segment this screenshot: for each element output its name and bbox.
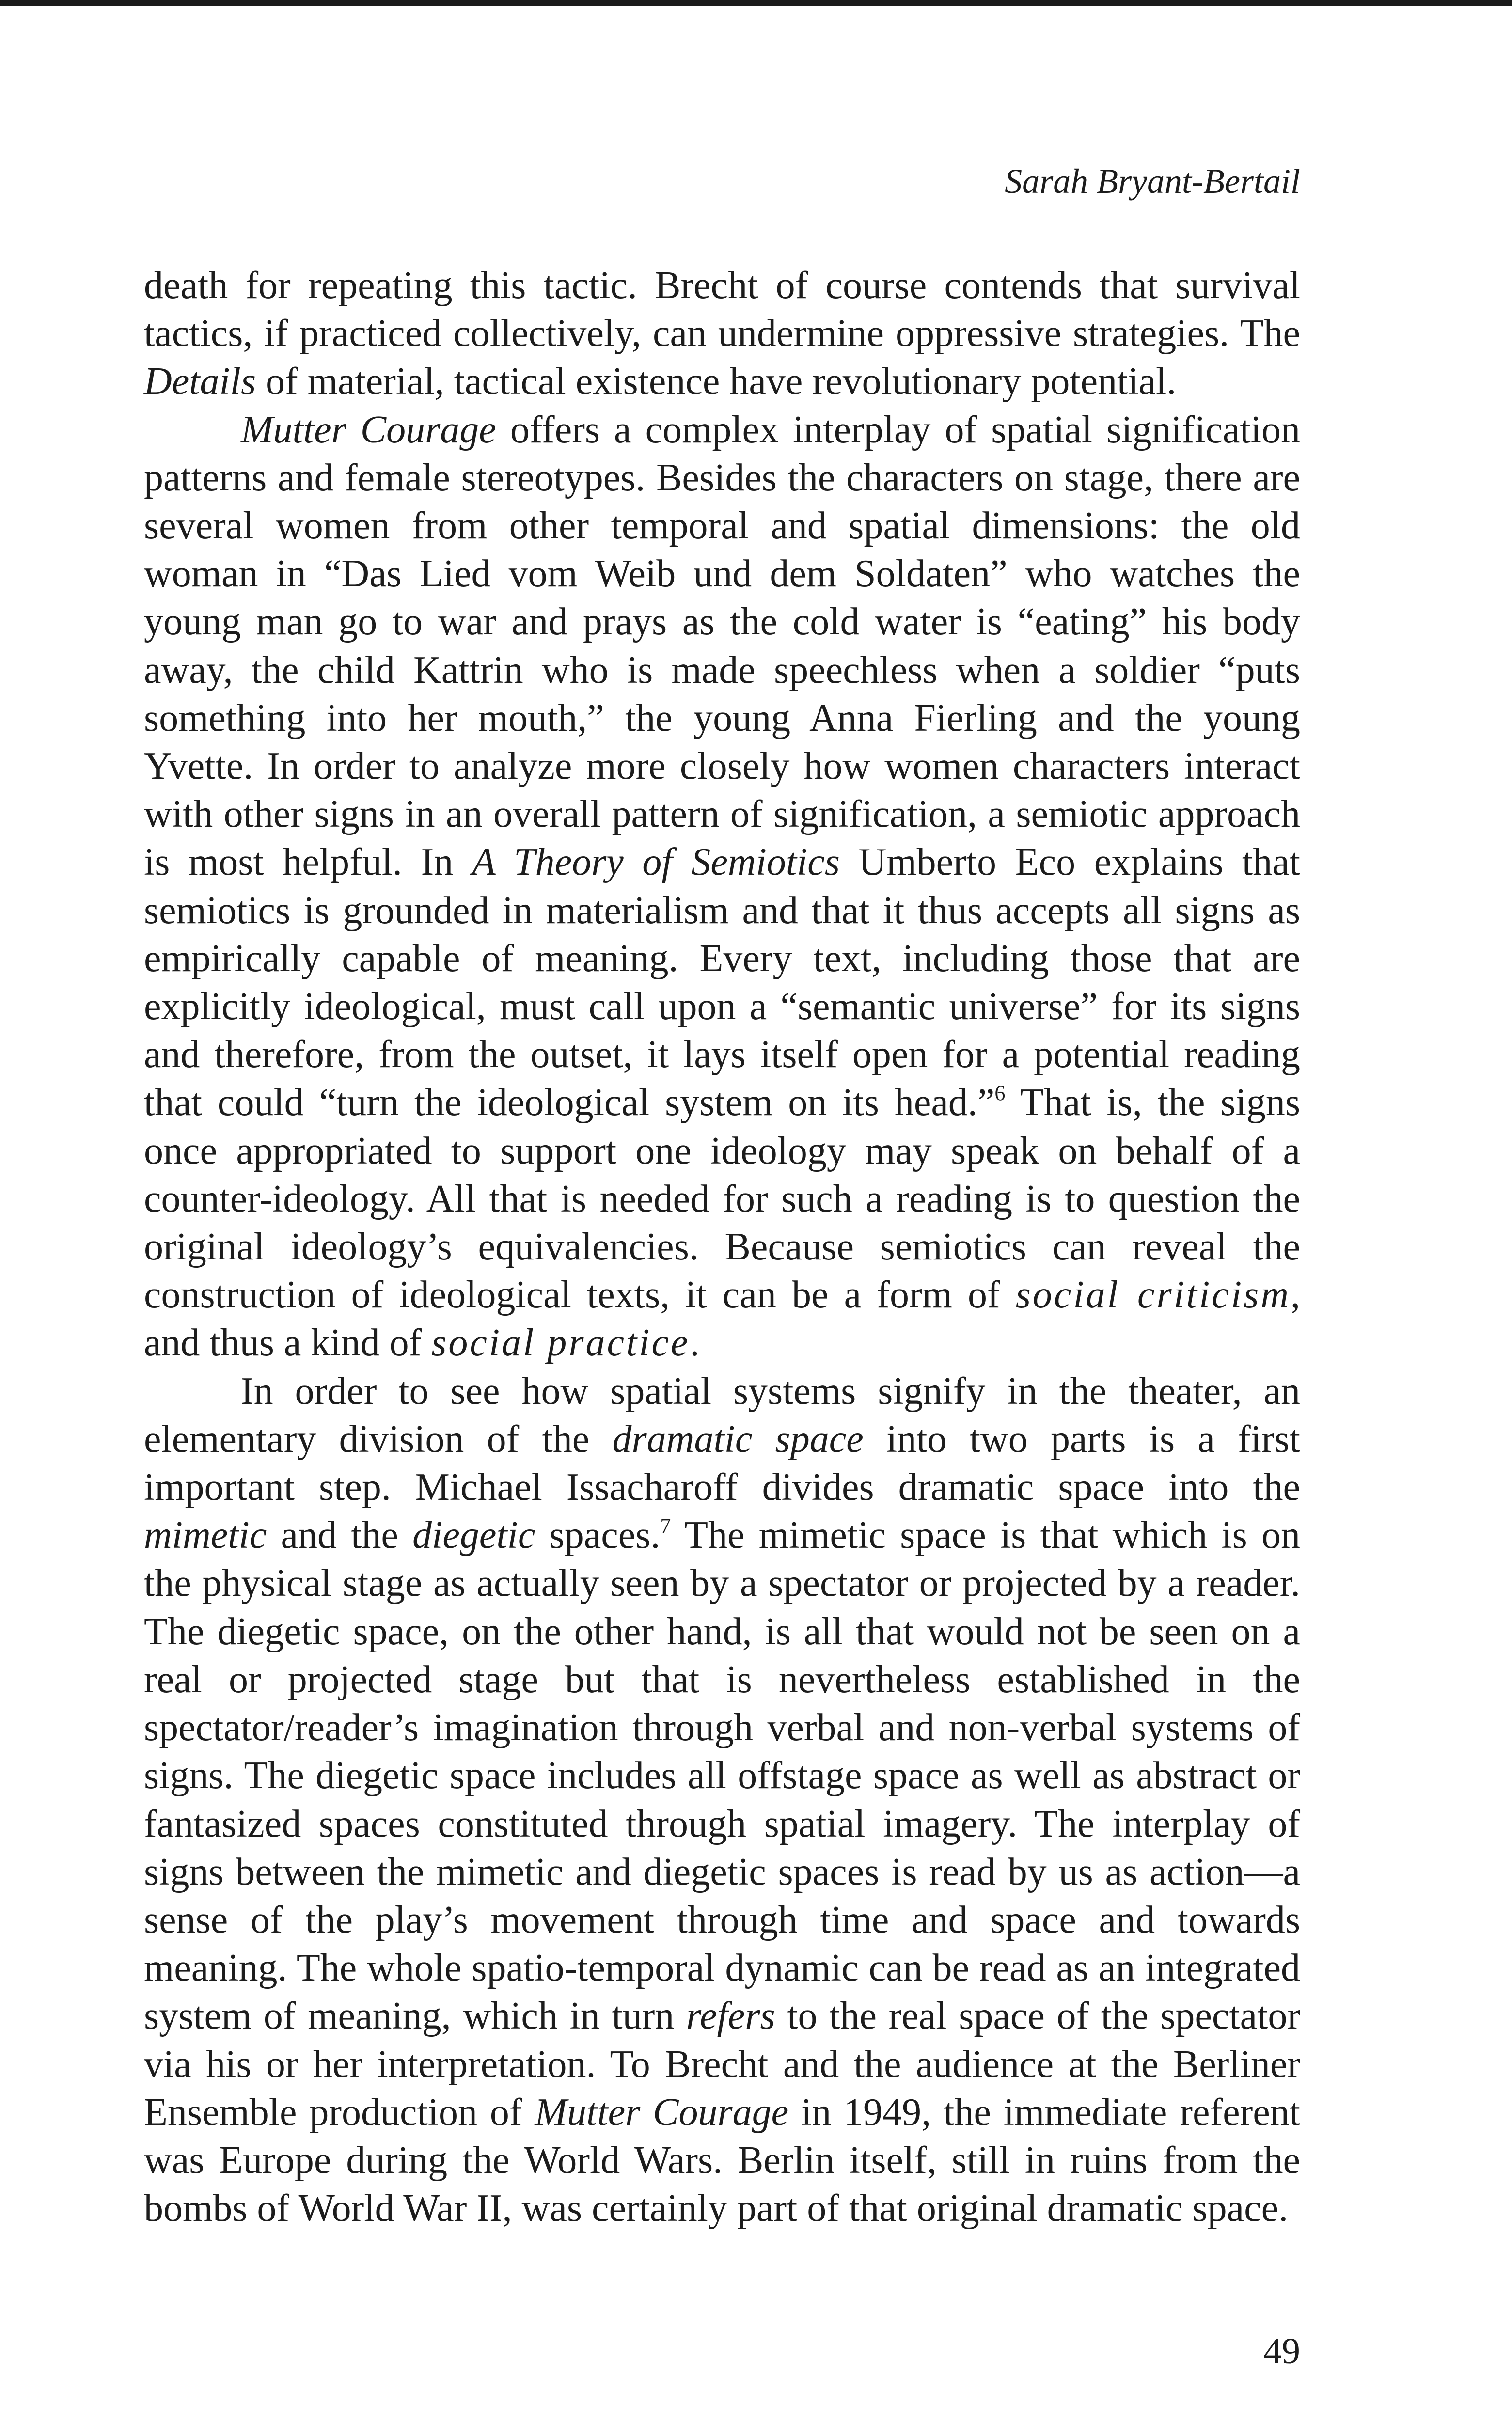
italic-title: A Theory of Semiotics	[472, 841, 840, 884]
emphasized-phrase: social criticism	[1015, 1274, 1291, 1317]
italic-title: dramatic space	[612, 1417, 864, 1461]
paragraph	[144, 406, 1300, 1368]
body-text	[144, 262, 1300, 2233]
text-run: and the	[267, 1514, 413, 1557]
text-run: into two parts is a first important step. Michael Issacharoff divides dramatic space into the	[144, 1417, 1300, 1509]
text-run: in 1949, the immediate referent was Europe during the World Wars. Berlin itself, still in ruins from the bombs of World War II, was certainly part of that original dramatic space.	[144, 2091, 1300, 2230]
footnote-reference: 6	[994, 1081, 1006, 1105]
footnote-reference: 7	[660, 1514, 671, 1538]
text-run: .	[690, 1322, 700, 1365]
text-run: In order to see how spatial systems signify in the theater, an elementary division of the	[144, 1369, 1300, 1461]
emphasized-phrase: social practice	[431, 1322, 690, 1365]
text-run: The mimetic space is that which is on the physical stage as actually seen by a spectator or projected by a reader. The diegetic space, on the other hand, is all that would not be seen on a real or projected stage but that is nevertheless established in the spectator/reader’s imagination through verbal and non-verbal systems of signs. The diegetic space includes all offstage space as well as abstract or fantasized spaces constituted through spatial imagery. The interplay of signs between the mimetic and diegetic spaces is read by us as action—a sense of the play’s movement through time and space and towards meaning. The whole spatio-temporal dynamic can be read as an integrated system of meaning, which in turn	[144, 1514, 1300, 2038]
text-run: to the real space of the spectator via his or her interpretation. To Brecht and the audience at the Berliner Ensemble production of	[144, 1995, 1301, 2134]
text-run: spaces.	[535, 1514, 661, 1557]
text-run: That is, the signs once appropriated to support one ideology may speak on behalf of a counter-ideology. All that is needed for such a reading is to question the original ideology’s equivalencies. Because semiotics can reveal the construction of ideological texts, it can be a form of	[144, 1081, 1300, 1317]
page-number: 49	[1263, 2331, 1300, 2372]
text-run: Umberto Eco explains that semiotics is grounded in materialism and that it thus accepts all signs as empirically capable of meaning. Every text, including those that are explicitly ideological, must call upon a “semantic universe” for its signs and therefore, from the outset, it lays itself open for a potential reading that could “turn the ideological system on its head.”	[144, 841, 1301, 1124]
text-run: , and thus a kind of	[144, 1274, 1301, 1365]
text-run: offers a complex interplay of spatial signification patterns and female stereotypes. Besides the characters on stage, there are several women from other temporal and spatial dimensions: the old woman in “Das Lied vom Weib und dem Soldaten” who watches the young man go to war and prays as the cold water is “eating” his body away, the child Kattrin who is made speechless when a soldier “puts something into her mouth,” the young Anna Fierling and the young Yvette. In order to analyze more closely how women characters interact with other signs in an overall pattern of signification, a semiotic approach is most helpful. In	[144, 408, 1300, 884]
italic-title: refers	[686, 1995, 775, 2038]
italic-title: diegetic	[412, 1514, 536, 1557]
text-run: death for repeating this tactic. Brecht of course contends that survival tactics, if practiced collectively, can undermine oppressive strategies. The	[144, 264, 1300, 355]
italic-title: Details	[144, 360, 256, 403]
italic-title: mimetic	[144, 1514, 267, 1557]
italic-title: Mutter Courage	[241, 408, 496, 451]
paragraph	[144, 262, 1300, 406]
text-run: of material, tactical existence have revolutionary potential.	[256, 360, 1177, 403]
italic-title: Mutter Courage	[535, 2091, 789, 2134]
running-head: Sarah Bryant-Bertail	[1005, 162, 1300, 201]
paragraph	[144, 1368, 1300, 2233]
